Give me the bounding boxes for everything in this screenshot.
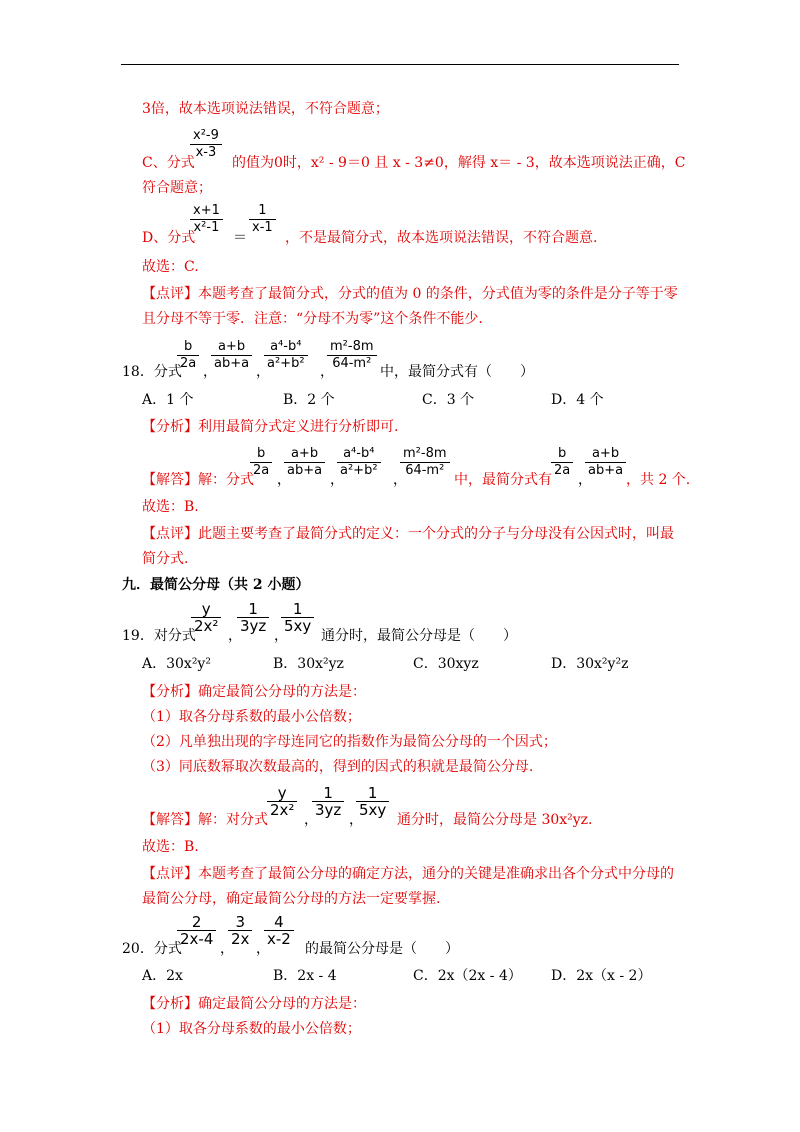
fraction-numerator: x+1 — [193, 203, 220, 218]
q17-answer: 故选：C. — [142, 259, 199, 275]
fraction-numerator: 1 — [367, 784, 378, 802]
q18-solution-prefix: 【解答】解：分式 — [142, 472, 254, 488]
q18-solution-fraction — [284, 446, 325, 479]
fraction-denominator: x²-1 — [190, 219, 223, 236]
q18-option-b: B．2 个 — [283, 392, 335, 408]
fraction-numerator: y — [277, 784, 287, 802]
q17-d-prefix: D、分式 — [142, 230, 196, 246]
q20-option-b: B．2x - 4 — [273, 968, 337, 984]
fraction-denominator: 2a — [177, 355, 199, 372]
fraction-numerator: b — [557, 446, 567, 461]
fraction-numerator: m²-8m — [403, 446, 447, 461]
q19-solution-fraction — [356, 785, 389, 818]
fraction-denominator: x-1 — [249, 219, 276, 236]
fraction-denominator: 3yz — [237, 617, 269, 634]
fraction-denominator: ab+a — [211, 355, 252, 372]
q19-fraction — [281, 601, 314, 634]
fraction-denominator: 5xy — [356, 801, 389, 818]
q18-solution-fraction — [585, 446, 626, 479]
q18-fraction — [327, 339, 377, 372]
q19-step2: （2）凡单独出现的字母连同它的指数作为最简公分母的一个因式； — [142, 734, 557, 750]
q18-fraction — [264, 339, 308, 372]
fraction-numerator: b — [183, 339, 193, 354]
comma: ， — [349, 812, 363, 828]
fraction-denominator: ab+a — [585, 462, 626, 479]
q19-step3: （3）同底数幂取次数最高的，得到的因式的积就是最简公分母. — [142, 759, 534, 775]
q19-solution-fraction — [267, 785, 297, 818]
q18-solution-fraction — [400, 446, 450, 479]
q18-comment-line2: 简分式. — [142, 551, 189, 567]
q18-analysis: 【分析】利用最简分式定义进行分析即可. — [142, 419, 399, 435]
q20-prefix: 20．分式 — [122, 941, 182, 957]
fraction-numerator: 1 — [248, 600, 258, 618]
q20-fraction — [264, 914, 294, 947]
q19-comment-line2: 最简公分母，确定最简公分母的方法一定要掌握. — [142, 891, 441, 907]
comma: ， — [228, 628, 242, 644]
q18-fraction — [211, 339, 252, 372]
q19-option-a: A．30x²y² — [142, 656, 211, 672]
fraction-numerator: 3 — [235, 913, 245, 931]
comma: ， — [274, 628, 288, 644]
q17-c-text2: 符合题意； — [142, 180, 212, 196]
q17-c-text: 的值为0时，x² - 9＝0 且 x - 3≠0，解得 x＝ - 3，故本选项说法正确，C — [232, 155, 686, 171]
q20-option-a: A．2x — [142, 968, 183, 984]
q17-d-text: ，不是最简分式，故本选项说法错误，不符合题意. — [285, 230, 598, 246]
q19-step1: （1）取各分母系数的最小公倍数； — [142, 709, 361, 725]
fraction-numerator: a+b — [290, 446, 319, 461]
q18-option-c: C．3 个 — [422, 392, 475, 408]
fraction-denominator: x-2 — [264, 930, 294, 947]
q19-option-c: C．30xyz — [413, 656, 479, 672]
q17-comment-line1: 【点评】本题考查了最简分式，分式的值为 0 的条件，分式值为零的条件是分子等于零 — [142, 286, 678, 302]
q20-option-c: C．2x（2x - 4） — [413, 968, 522, 984]
q19-solution-prefix: 【解答】解：对分式 — [142, 812, 268, 828]
comma: ， — [320, 364, 334, 380]
q18-suffix: 中，最简分式有（ ） — [380, 364, 534, 380]
fraction-denominator: 2a — [250, 462, 272, 479]
fraction-denominator: 2x² — [191, 617, 221, 634]
comma: ， — [256, 364, 270, 380]
q19-fraction — [237, 601, 269, 634]
header-rule — [121, 64, 679, 65]
fraction-denominator: 2x-4 — [177, 930, 216, 947]
fraction-numerator: b — [256, 446, 266, 461]
q18-option-a: A．1 个 — [142, 392, 194, 408]
q19-analysis: 【分析】确定最简公分母的方法是： — [142, 684, 366, 700]
q19-suffix: 通分时，最简公分母是（ ） — [321, 628, 517, 644]
fraction-denominator: 2x — [228, 930, 252, 947]
q19-solution-suffix: 通分时，最简公分母是 30x²yz. — [397, 812, 593, 828]
q19-comment-line1: 【点评】本题考查了最简公分母的确定方法，通分的关键是准确求出各个分式中分母的 — [142, 866, 674, 882]
section-title: 九．最简公分母（共 2 小题） — [122, 577, 310, 593]
q19-option-b: B．30x²yz — [273, 656, 344, 672]
q20-step1: （1）取各分母系数的最小公倍数； — [142, 1021, 361, 1037]
q18-solution-fraction — [250, 446, 272, 479]
q18-solution-suffix: ，共 2 个. — [626, 472, 691, 488]
q19-solution-fraction — [312, 785, 344, 818]
fraction-denominator: 64-m² — [327, 355, 377, 372]
fraction-denominator: 5xy — [281, 617, 314, 634]
q20-suffix: 的最简公分母是（ ） — [305, 941, 459, 957]
fraction-denominator: x-3 — [190, 144, 222, 161]
q20-fraction — [177, 914, 216, 947]
fraction-numerator: a+b — [217, 339, 246, 354]
q18-solution-fraction — [337, 446, 381, 479]
fraction-denominator: 2a — [551, 462, 573, 479]
comma: ， — [393, 472, 407, 488]
q19-fraction — [191, 601, 221, 634]
fraction-numerator: 1 — [292, 600, 303, 618]
comma: ， — [256, 941, 270, 957]
fraction-denominator: a²+b² — [264, 355, 308, 372]
q18-prefix: 18．分式 — [122, 364, 182, 380]
fraction-numerator: a⁴-b⁴ — [343, 446, 375, 461]
q20-analysis: 【分析】确定最简公分母的方法是： — [142, 996, 366, 1012]
fraction-numerator: 4 — [274, 913, 284, 931]
q20-fraction — [228, 914, 252, 947]
q18-answer: 故选：B. — [142, 499, 199, 515]
fraction-denominator: 2x² — [267, 801, 297, 818]
q18-solution-fraction — [551, 446, 573, 479]
q17-comment-line2: 且分母不等于零．注意：“分母不为零”这个条件不能少. — [142, 311, 483, 327]
fraction-numerator: y — [201, 600, 211, 618]
fraction-numerator: 1 — [323, 784, 333, 802]
fraction-numerator: 1 — [258, 203, 267, 218]
comma: ， — [304, 812, 318, 828]
fraction-denominator: 3yz — [312, 801, 344, 818]
q18-comment-line1: 【点评】此题主要考查了最简分式的定义：一个分式的分子与分母没有公因式时，叫最 — [142, 526, 674, 542]
q19-option-d: D．30x²y²z — [551, 656, 629, 672]
q18-solution-mid: 中，最简分式有 — [454, 472, 552, 488]
q18-fraction — [177, 339, 199, 372]
fraction-denominator: a²+b² — [337, 462, 381, 479]
q17-c-prefix: C、分式 — [142, 155, 195, 171]
q17-line1: 3倍，故本选项说法错误，不符合题意； — [142, 101, 389, 117]
fraction-numerator: x²-9 — [193, 128, 219, 143]
fraction-numerator: 2 — [191, 913, 202, 931]
q18-option-d: D．4 个 — [551, 392, 604, 408]
q17-d-equals: ＝ — [233, 230, 247, 246]
q20-option-d: D．2x（x - 2） — [551, 968, 652, 984]
comma: ， — [203, 364, 217, 380]
fraction-denominator: ab+a — [284, 462, 325, 479]
fraction-denominator: 64-m² — [400, 462, 450, 479]
q17-c-fraction — [190, 128, 222, 161]
fraction-numerator: m²-8m — [330, 339, 374, 354]
comma: ， — [578, 472, 592, 488]
comma: ， — [277, 472, 291, 488]
q19-answer: 故选：B. — [142, 839, 199, 855]
fraction-numerator: a+b — [591, 446, 620, 461]
comma: ， — [220, 941, 234, 957]
comma: ， — [330, 472, 344, 488]
q19-prefix: 19．对分式 — [122, 628, 196, 644]
q17-d-fraction2 — [249, 203, 276, 236]
fraction-numerator: a⁴-b⁴ — [270, 339, 302, 354]
